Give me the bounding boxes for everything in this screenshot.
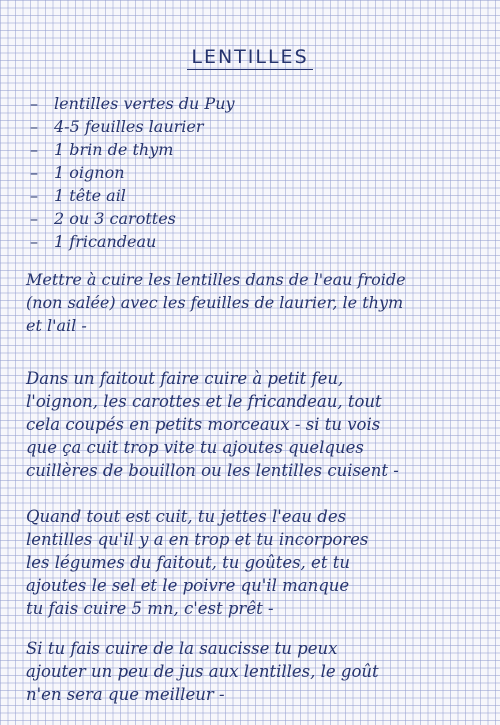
ingredient-item: – 1 oignon	[30, 163, 125, 182]
ingredient-item: – 2 ou 3 carottes	[30, 209, 176, 228]
ingredient-list	[30, 92, 235, 253]
ingredient-item: – 1 brin de thym	[30, 140, 174, 159]
ingredient-item: – 1 tête ail	[30, 186, 126, 205]
ingredient-item: – lentilles vertes du Puy	[30, 94, 235, 113]
instruction-paragraph-1: Mettre à cuire les lentilles dans de l'eau froide (non salée) avec les feuilles de laurier, le thym et l'ail -	[26, 270, 406, 335]
recipe-title: LENTILLES	[0, 46, 500, 68]
instruction-paragraph-2: Dans un faitout faire cuire à petit feu, l'oignon, les carottes et le fricandeau, tout cela coupés en petits morceaux - si tu vois que ça cuit trop vite tu ajoutes quelques cuillères de bouillon ou les lentilles cuisent -	[26, 369, 399, 480]
ingredient-item: – 1 fricandeau	[30, 232, 157, 251]
instruction-paragraph-3: Quand tout est cuit, tu jettes l'eau des lentilles qu'il y a en trop et tu incorpores les légumes du faitout, tu goûtes, et tu ajoutes le sel et le poivre qu'il manque tu fais cuire 5 mn, c'est prêt -	[26, 507, 369, 618]
instruction-paragraph-4: Si tu fais cuire de la saucisse tu peux ajouter un peu de jus aux lentilles, le goût n'en sera que meilleur -	[26, 639, 379, 704]
ingredient-item: – 4-5 feuilles laurier	[30, 117, 204, 136]
